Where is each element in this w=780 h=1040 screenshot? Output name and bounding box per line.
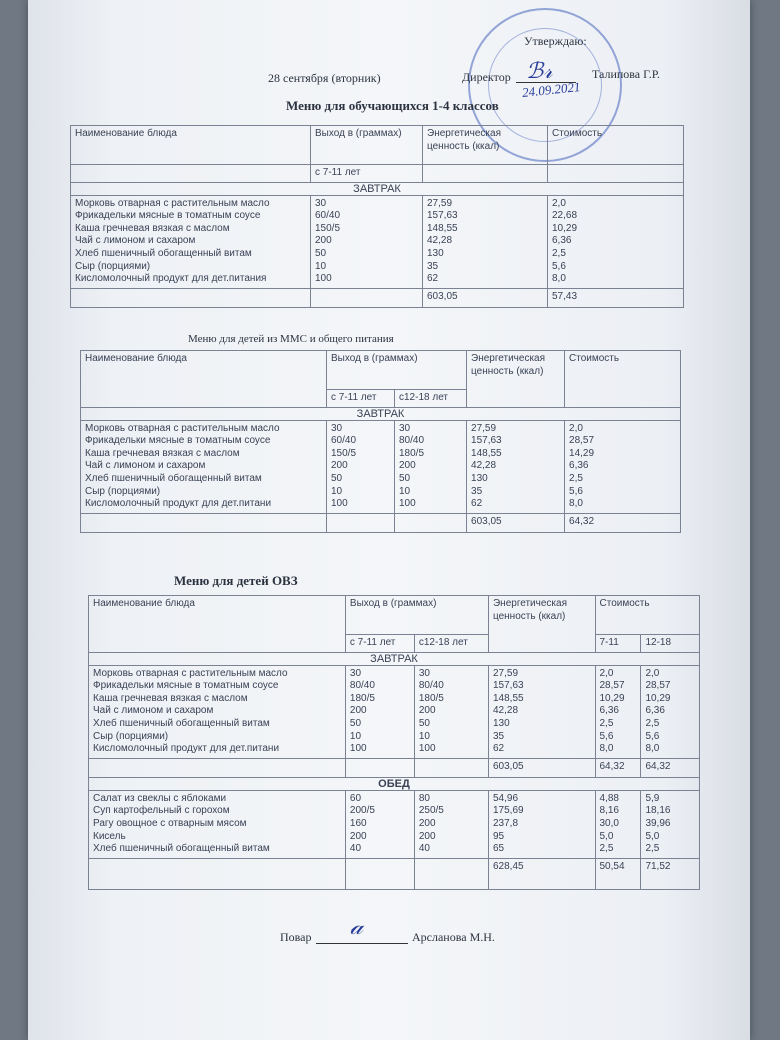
- cook-name: Арсланова М.Н.: [412, 930, 495, 944]
- dish-name: Суп картофельный с горохом: [93, 805, 230, 817]
- cost-value: 2,5: [599, 717, 614, 729]
- cost-value: 39,96: [645, 817, 671, 829]
- cost-value: 28,57: [569, 435, 595, 447]
- yield-value: 10: [349, 730, 362, 742]
- dish-name: Фрикадельки мясные в томатным соусе: [75, 210, 261, 222]
- dish-name: Рагу овощное с отварным мясом: [93, 817, 247, 829]
- energy-value: 130: [492, 717, 510, 729]
- yield-value: 180/5: [399, 447, 425, 459]
- total-cost: 57,43: [548, 288, 684, 307]
- yield-value: 60/40: [315, 210, 341, 222]
- cost-value: 5,9: [645, 792, 660, 804]
- empty-cell: [71, 165, 311, 183]
- yield-value: 10: [418, 730, 430, 742]
- cost-value: 8,0: [569, 498, 583, 510]
- cost-value: 2,5: [645, 717, 660, 729]
- cost-value: 6,36: [645, 705, 665, 717]
- energy-value: 148,55: [492, 692, 524, 704]
- col-yield-header: Выход в (граммах): [345, 596, 488, 635]
- cook-signature: 𝒶: [350, 914, 364, 940]
- yield-value: 50: [418, 717, 430, 729]
- yield-value: 50: [315, 247, 327, 259]
- age-12-18: с12-18 лет: [395, 390, 467, 408]
- dish-name: Кисломолочный продукт для дет.питания: [75, 273, 267, 285]
- cost-value: 8,16: [599, 805, 619, 817]
- dish-name: Каша гречневая вязкая с маслом: [85, 447, 240, 459]
- dish-name: Каша гречневая вязкая с маслом: [93, 692, 248, 704]
- empty-cell: [395, 513, 467, 532]
- dish-name: Кисломолочный продукт для дет.питани: [93, 743, 280, 755]
- cost-value: 2,0: [552, 197, 566, 209]
- cost-12-18-list: [641, 665, 700, 758]
- energy-value: 62: [427, 273, 439, 285]
- cost-value: 5,6: [645, 730, 660, 742]
- age-7-11: с 7-11 лет: [327, 390, 395, 408]
- yield-value: 10: [399, 485, 411, 497]
- energy-value: 157,63: [427, 210, 458, 222]
- table3: [88, 595, 700, 890]
- dish-list: [89, 665, 346, 758]
- breakfast-label: ЗАВТРАК: [89, 652, 700, 665]
- empty-cell: [345, 858, 414, 889]
- yield-value: 150/5: [315, 222, 341, 234]
- yield-value: 200: [349, 705, 367, 717]
- total-energy: 603,05: [423, 288, 548, 307]
- dish-name: Хлеб пшеничный обогащенный витам: [85, 472, 262, 484]
- yield-value: 30: [349, 667, 362, 679]
- dish-name: Морковь отварная с растительным масло: [93, 667, 288, 679]
- yield-value: 200: [418, 705, 436, 717]
- empty-cell: [81, 513, 327, 532]
- table2: [80, 350, 681, 533]
- dish-name: Сыр (порциями): [93, 730, 169, 742]
- cost-list: [565, 420, 681, 513]
- dish-name: Хлеб пшеничный обогащенный витам: [75, 247, 252, 259]
- empty-cell: [89, 758, 346, 777]
- yield-value: 60/40: [331, 435, 357, 447]
- energy-value: 157,63: [471, 435, 502, 447]
- yield-value: 100: [331, 498, 348, 510]
- dish-name: Сыр (порциями): [85, 485, 161, 497]
- cost-value: 22,68: [552, 210, 578, 222]
- dish-list: [81, 420, 327, 513]
- yield-value: 200: [418, 817, 436, 829]
- energy-value: 42,28: [471, 460, 497, 472]
- energy-list: [467, 420, 565, 513]
- cost-value: 18,16: [645, 805, 671, 817]
- approve-label: Утверждаю:: [524, 34, 587, 48]
- yield-value: 30: [418, 667, 430, 679]
- cost-value: 28,57: [599, 680, 625, 692]
- energy-value: 62: [471, 498, 483, 510]
- dish-name: Хлеб пшеничный обогащенный витам: [93, 717, 270, 729]
- energy-value: 27,59: [492, 667, 519, 679]
- energy-value: 27,59: [471, 422, 497, 434]
- dish-name: Фрикадельки мясные в томатным соусе: [85, 435, 271, 447]
- energy-value: 130: [471, 472, 488, 484]
- yield-value: 80: [418, 792, 430, 804]
- yield-7-11-list: [345, 665, 414, 758]
- yield-value: 60: [349, 792, 362, 804]
- dish-name: Сыр (порциями): [75, 260, 151, 272]
- yield-value: 10: [315, 260, 327, 272]
- cost-value: 28,57: [645, 680, 671, 692]
- approval-date: 24.09.2021: [521, 78, 582, 101]
- cook-label: Повар: [280, 930, 312, 944]
- col-energy-header: Энергетическая ценность (ккал): [488, 596, 595, 653]
- yield-value: 200: [399, 460, 416, 472]
- energy-value: 65: [492, 843, 505, 855]
- director-name: Талипова Г.Р.: [592, 67, 660, 81]
- director-signature: ℬ𝓇: [526, 58, 553, 83]
- menu-sheet: [28, 0, 750, 1040]
- cost-value: 8,0: [599, 743, 614, 755]
- total-energy: 603,05: [467, 513, 565, 532]
- cost-value: 8,0: [552, 273, 566, 285]
- yield-7-11-list: [327, 420, 395, 513]
- cost-7-11-header: 7-11: [595, 635, 641, 653]
- cost-list: [548, 195, 684, 288]
- lunch-total-cost-12-18: 71,52: [641, 858, 700, 889]
- empty-cell: [414, 758, 488, 777]
- yield-value: 50: [349, 717, 362, 729]
- cost-value: 5,0: [645, 830, 660, 842]
- cost-value: 2,5: [645, 843, 660, 855]
- cost-7-11-list: [595, 665, 641, 758]
- breakfast-label: ЗАВТРАК: [81, 407, 681, 420]
- yield-value: 40: [349, 843, 362, 855]
- yield-value: 180/5: [349, 692, 375, 704]
- dish-name: Салат из свеклы с яблоками: [93, 792, 227, 804]
- lunch-energy-list: [488, 790, 595, 858]
- yield-value: 40: [418, 843, 430, 855]
- cost-value: 10,29: [599, 692, 625, 704]
- lunch-label: ОБЕД: [89, 777, 700, 790]
- yield-value: 10: [331, 485, 343, 497]
- col-energy-header: Энергетическая ценность (ккал): [467, 351, 565, 408]
- yield-12-18-list: [395, 420, 467, 513]
- col-yield-header: Выход в (граммах): [311, 126, 423, 165]
- cost-value: 6,36: [599, 705, 619, 717]
- table1: [70, 125, 684, 308]
- yield-value: 150/5: [331, 447, 357, 459]
- dish-name: Морковь отварная с растительным масло: [85, 422, 280, 434]
- yield-value: 30: [399, 422, 411, 434]
- lunch-total-cost-7-11: 50,54: [595, 858, 641, 889]
- dish-name: Каша гречневая вязкая с маслом: [75, 222, 230, 234]
- yield-value: 80/40: [349, 680, 375, 692]
- yield-value: 50: [399, 472, 411, 484]
- yield-value: 200: [349, 830, 367, 842]
- empty-cell: [71, 288, 311, 307]
- yield-value: 200: [418, 830, 436, 842]
- cost-value: 4,88: [599, 792, 619, 804]
- col-yield-header: Выход в (граммах): [327, 351, 467, 390]
- col-cost-header: Стоимость: [565, 351, 681, 408]
- energy-list: [488, 665, 595, 758]
- breakfast-label: ЗАВТРАК: [71, 182, 684, 195]
- energy-value: 35: [427, 260, 439, 272]
- cost-value: 2,5: [569, 472, 583, 484]
- director-label: Директор: [462, 70, 511, 84]
- energy-value: 35: [492, 730, 505, 742]
- yield-value: 50: [331, 472, 343, 484]
- lunch-dish-list: [89, 790, 346, 858]
- yield-value: 180/5: [418, 692, 444, 704]
- energy-value: 148,55: [427, 222, 458, 234]
- total-cost-12-18: 64,32: [641, 758, 700, 777]
- yield-value: 200/5: [349, 805, 375, 817]
- yield-value: 30: [331, 422, 343, 434]
- table3-title: Меню для детей ОВЗ: [174, 573, 298, 588]
- empty-cell: [345, 758, 414, 777]
- energy-value: 130: [427, 247, 444, 259]
- cost-value: 2,5: [552, 247, 566, 259]
- empty-cell: [423, 165, 548, 183]
- empty-cell: [414, 858, 488, 889]
- cost-value: 5,6: [599, 730, 614, 742]
- energy-value: 237,8: [492, 817, 519, 829]
- cost-value: 2,5: [599, 843, 614, 855]
- dish-name: Фрикадельки мясные в томатным соусе: [93, 680, 279, 692]
- lunch-cost-7-11-list: [595, 790, 641, 858]
- cost-value: 14,29: [569, 447, 595, 459]
- cost-value: 6,36: [569, 460, 589, 472]
- col-name-header: Наименование блюда: [81, 351, 327, 408]
- lunch-yield-12-18-list: [414, 790, 488, 858]
- age-12-18: с12-18 лет: [414, 635, 488, 653]
- cost-12-18-header: 12-18: [641, 635, 700, 653]
- yield-12-18-list: [414, 665, 488, 758]
- table1-title: Меню для обучающихся 1-4 классов: [286, 98, 499, 113]
- yield-value: 80/40: [418, 680, 444, 692]
- dish-name: Чай с лимоном и сахаром: [75, 235, 196, 247]
- cost-value: 2,0: [599, 667, 614, 679]
- yield-value: 100: [399, 498, 416, 510]
- cost-value: 5,6: [569, 485, 583, 497]
- yield-value: 80/40: [399, 435, 425, 447]
- col-cost-header: Стоимость: [595, 596, 700, 635]
- cost-value: 6,36: [552, 235, 572, 247]
- yield-value: 30: [315, 197, 327, 209]
- date-line: 28 сентября (вторник): [268, 71, 381, 85]
- energy-value: 54,96: [492, 792, 519, 804]
- cost-value: 5,0: [599, 830, 614, 842]
- total-cost: 64,32: [565, 513, 681, 532]
- yield-value: 250/5: [418, 805, 444, 817]
- empty-cell: [327, 513, 395, 532]
- energy-value: 95: [492, 830, 505, 842]
- lunch-yield-7-11-list: [345, 790, 414, 858]
- yield-value: 100: [418, 743, 436, 755]
- dish-name: Чай с лимоном и сахаром: [93, 705, 214, 717]
- col-name-header: Наименование блюда: [89, 596, 346, 653]
- cook-signature-line: [316, 943, 408, 944]
- dish-list: [71, 195, 311, 288]
- energy-value: 42,28: [427, 235, 453, 247]
- dish-name: Чай с лимоном и сахаром: [85, 460, 206, 472]
- yield-list: [311, 195, 423, 288]
- cost-value: 2,0: [645, 667, 660, 679]
- total-cost-7-11: 64,32: [595, 758, 641, 777]
- energy-value: 175,69: [492, 805, 524, 817]
- col-energy-header: Энергетическая ценность (ккал): [423, 126, 548, 165]
- empty-cell: [311, 288, 423, 307]
- energy-value: 62: [492, 743, 505, 755]
- cost-value: 10,29: [552, 222, 578, 234]
- col-cost-header: Стоимость: [548, 126, 684, 165]
- cost-value: 10,29: [645, 692, 671, 704]
- age-7-11: с 7-11 лет: [311, 165, 423, 183]
- energy-value: 27,59: [427, 197, 453, 209]
- energy-list: [423, 195, 548, 288]
- yield-value: 200: [331, 460, 348, 472]
- cost-value: 2,0: [569, 422, 583, 434]
- empty-cell: [89, 858, 346, 889]
- cost-value: 30,0: [599, 817, 619, 829]
- yield-value: 160: [349, 817, 367, 829]
- energy-value: 35: [471, 485, 483, 497]
- yield-value: 200: [315, 235, 332, 247]
- cost-value: 8,0: [645, 743, 660, 755]
- total-energy: 603,05: [488, 758, 595, 777]
- energy-value: 42,28: [492, 705, 519, 717]
- table2-title: Меню для детей из ММС и общего питания: [188, 333, 394, 345]
- age-7-11: с 7-11 лет: [345, 635, 414, 653]
- cost-value: 5,6: [552, 260, 566, 272]
- lunch-cost-12-18-list: [641, 790, 700, 858]
- lunch-total-energy: 628,45: [488, 858, 595, 889]
- energy-value: 148,55: [471, 447, 502, 459]
- dish-name: Морковь отварная с растительным масло: [75, 197, 270, 209]
- dish-name: Кисломолочный продукт для дет.питани: [85, 498, 272, 510]
- yield-value: 100: [315, 273, 332, 285]
- col-name-header: Наименование блюда: [71, 126, 311, 165]
- energy-value: 157,63: [492, 680, 524, 692]
- empty-cell: [548, 165, 684, 183]
- yield-value: 100: [349, 743, 367, 755]
- dish-name: Кисель: [93, 830, 126, 842]
- dish-name: Хлеб пшеничный обогащенный витам: [93, 843, 270, 855]
